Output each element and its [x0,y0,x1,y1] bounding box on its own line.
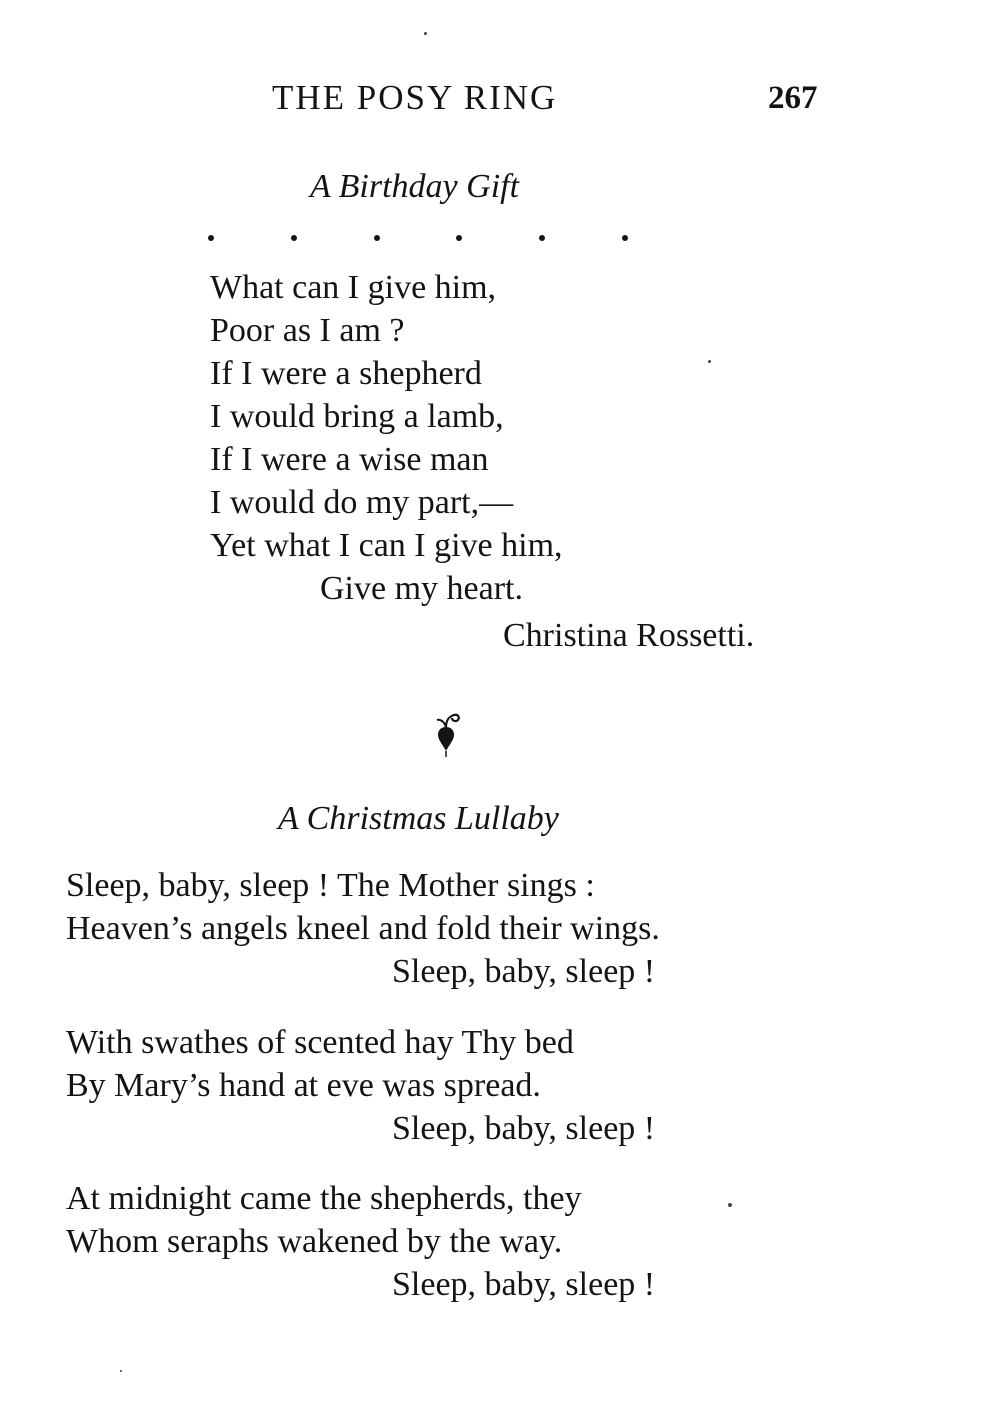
verse-line: By Mary’s hand at eve was spread. [66,1067,541,1104]
verse-line: If I were a shepherd [210,355,482,392]
scan-speck [120,1370,122,1372]
verse-line: If I were a wise man [210,441,489,478]
ellipsis-dot [539,235,545,241]
refrain-line: Sleep, baby, sleep ! [392,1110,656,1147]
verse-line-indented: Give my heart. [320,570,523,607]
verse-line: At midnight came the shepherds, they [66,1180,582,1217]
ellipsis-marks [208,228,628,248]
verse-line: Sleep, baby, sleep ! The Mother sings : [66,867,595,904]
poem-title-birthday-gift: A Birthday Gift [310,168,520,205]
verse-line: I would do my part,— [210,484,514,521]
stanza [66,864,660,993]
running-title: THE POSY RING [272,78,558,117]
page-number: 267 [768,80,818,116]
ellipsis-dot [208,235,214,241]
fleuron-icon [428,705,464,759]
ellipsis-dot [291,235,297,241]
verse-line: What can I give him, [210,269,497,306]
verse-line: Heaven’s angels kneel and fold their wings. [66,910,660,947]
ellipsis-dot [456,235,462,241]
poem-title-christmas-lullaby: A Christmas Lullaby [278,800,559,837]
stanza [66,1177,655,1306]
scan-speck [708,360,711,363]
scan-speck [424,32,427,35]
verse-line: Whom seraphs wakened by the way. [66,1223,563,1260]
verse-line: Poor as I am ? [210,312,405,349]
verse-line: I would bring a lamb, [210,398,504,435]
refrain-line: Sleep, baby, sleep ! [392,1266,656,1303]
scan-speck [728,1203,732,1207]
poem-birthday-gift-body [210,266,563,610]
refrain-line: Sleep, baby, sleep ! [392,953,656,990]
ellipsis-dot [622,235,628,241]
stanza [66,1021,655,1150]
poem-author: Christina Rossetti. [503,617,755,654]
verse-line: With swathes of scented hay Thy bed [66,1024,574,1061]
verse-line: Yet what I can I give him, [210,527,563,564]
ellipsis-dot [374,235,380,241]
